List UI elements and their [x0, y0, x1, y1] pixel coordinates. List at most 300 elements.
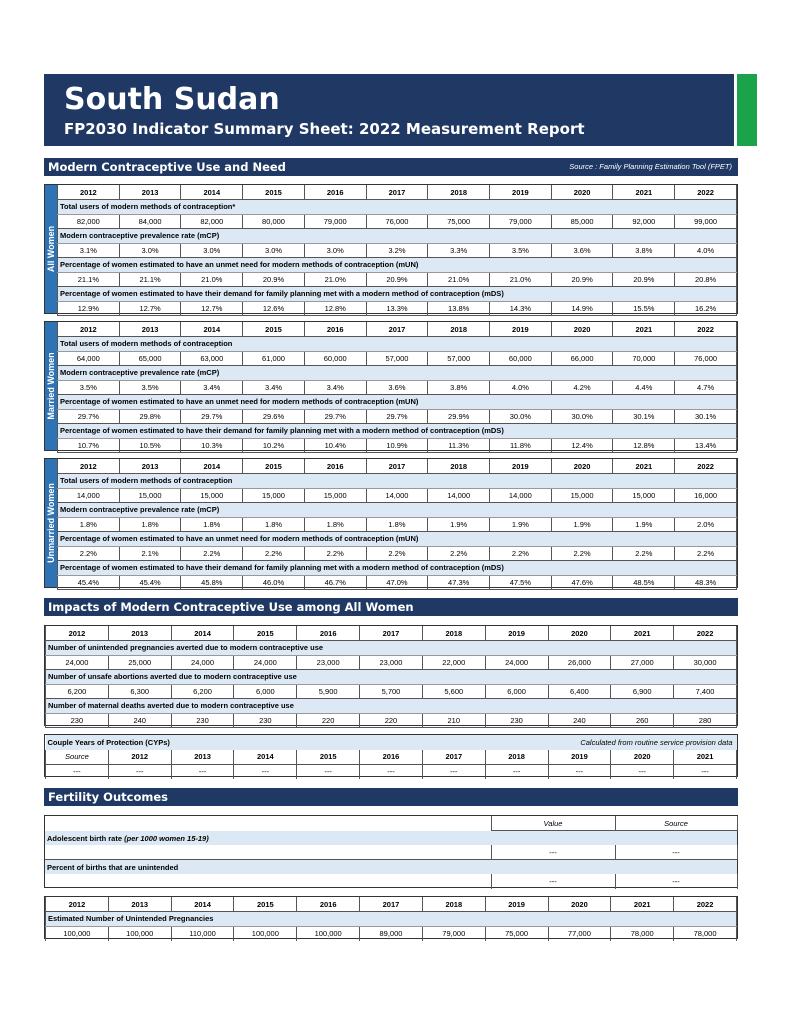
group-sidebar: [45, 459, 57, 587]
indicator-value: 5,600: [422, 684, 485, 699]
indicator-value: 12.7%: [181, 301, 243, 316]
year-header: 2018: [428, 322, 490, 337]
indicator-value: 1.8%: [119, 517, 181, 532]
indicator-value: 3.0%: [181, 243, 243, 258]
year-header: 2012: [46, 626, 109, 641]
indicator-value: 48.3%: [675, 575, 737, 590]
cyp-value: ---: [485, 764, 548, 779]
indicator-value: 12.8%: [613, 438, 675, 453]
indicator-value: 84,000: [119, 214, 181, 229]
cyp-value: ---: [422, 764, 485, 779]
indicator-value: 240: [108, 713, 171, 728]
adolescent-value: ---: [491, 845, 615, 860]
indicator-value: 14,000: [428, 488, 490, 503]
year-header: 2015: [243, 459, 305, 474]
indicator-value: 1.8%: [58, 517, 120, 532]
header-banner: [44, 74, 734, 146]
indicator-label: Percentage of women estimated to have an unmet need for modern methods of contraception (mUN): [58, 258, 737, 273]
indicator-table: [57, 322, 737, 453]
year-header: 2022: [675, 322, 737, 337]
indicator-value: 1.9%: [613, 517, 675, 532]
indicator-value: 3.3%: [428, 243, 490, 258]
year-header: 2020: [551, 459, 613, 474]
indicator-label: Percentage of women estimated to have their demand for family planning met with a modern method of contraception (mDS): [58, 561, 737, 576]
estimated-value: 100,000: [234, 926, 297, 941]
indicator-value: 14,000: [58, 488, 120, 503]
page-title: South Sudan: [64, 82, 280, 117]
indicator-label: Percentage of women estimated to have an unmet need for modern methods of contraception (mUN): [58, 395, 737, 410]
indicator-value: 24,000: [46, 655, 109, 670]
indicator-value: 2.2%: [243, 546, 305, 561]
indicator-value: 12.7%: [119, 301, 181, 316]
year-header: 2012: [58, 322, 120, 337]
indicator-value: 3.4%: [181, 380, 243, 395]
indicator-label: Modern contraceptive prevalence rate (mCP): [58, 229, 737, 244]
indicator-value: 14.3%: [490, 301, 552, 316]
year-header: 2021: [613, 185, 675, 200]
year-header: 2021: [613, 322, 675, 337]
indicator-value: 260: [611, 713, 674, 728]
indicator-value: 22,000: [422, 655, 485, 670]
indicator-value: 75,000: [428, 214, 490, 229]
indicator-value: 1.9%: [428, 517, 490, 532]
fertility-table: [45, 816, 738, 889]
indicator-value: 64,000: [58, 351, 120, 366]
indicator-value: 20.8%: [675, 272, 737, 287]
estimated-value: 100,000: [46, 926, 109, 941]
indicator-value: 1.8%: [304, 517, 366, 532]
indicator-value: 15,000: [243, 488, 305, 503]
year-header: 2018: [428, 185, 490, 200]
indicator-value: 47.5%: [490, 575, 552, 590]
indicator-value: 3.8%: [428, 380, 490, 395]
indicator-value: 2.2%: [304, 546, 366, 561]
indicator-value: 6,400: [548, 684, 611, 699]
indicator-value: 3.5%: [490, 243, 552, 258]
indicator-label: Number of unintended pregnancies averted due to modern contraceptive use: [46, 641, 737, 656]
indicator-value: 3.2%: [366, 243, 428, 258]
indicator-value: 10.7%: [58, 438, 120, 453]
indicator-value: 2.2%: [613, 546, 675, 561]
indicator-value: 20.9%: [613, 272, 675, 287]
cyp-header: 2018: [485, 750, 548, 765]
year-header: 2022: [675, 185, 737, 200]
cyp-value: ---: [548, 764, 611, 779]
indicator-value: 1.8%: [366, 517, 428, 532]
estimated-value: 100,000: [108, 926, 171, 941]
indicator-value: 29.7%: [366, 409, 428, 424]
year-header: 2020: [548, 626, 611, 641]
indicator-value: 47.0%: [366, 575, 428, 590]
indicator-value: 76,000: [366, 214, 428, 229]
indicator-value: 3.4%: [304, 380, 366, 395]
indicator-value: 3.0%: [119, 243, 181, 258]
indicator-value: 47.3%: [428, 575, 490, 590]
cyp-header: 2016: [360, 750, 423, 765]
indicator-value: 220: [360, 713, 423, 728]
indicator-value: 21.0%: [428, 272, 490, 287]
cyp-header: 2020: [611, 750, 674, 765]
indicator-value: 16,000: [675, 488, 737, 503]
indicator-value: 16.2%: [675, 301, 737, 316]
indicator-value: 230: [485, 713, 548, 728]
year-header: 2014: [181, 185, 243, 200]
indicator-value: 30.1%: [675, 409, 737, 424]
section-title: Modern Contraceptive Use and Need: [48, 160, 286, 174]
estimated-unintended-block: [44, 896, 738, 939]
year-header: 2017: [366, 322, 428, 337]
indicator-value: 57,000: [428, 351, 490, 366]
indicator-value: 14,000: [366, 488, 428, 503]
year-header: 2013: [119, 459, 181, 474]
estimated-table: [45, 897, 737, 941]
indicator-value: 29.7%: [181, 409, 243, 424]
indicator-value: 6,200: [46, 684, 109, 699]
group-sidebar: [45, 322, 57, 450]
indicator-value: 30.0%: [551, 409, 613, 424]
indicator-label: Percentage of women estimated to have their demand for family planning met with a modern method of contraception (mDS): [58, 287, 737, 302]
estimated-label: Estimated Number of Unintended Pregnancies: [46, 912, 737, 927]
indicator-value: 4.2%: [551, 380, 613, 395]
indicator-value: 14.9%: [551, 301, 613, 316]
year-header: 2015: [243, 185, 305, 200]
indicator-value: 15,000: [304, 488, 366, 503]
indicator-value: 29.7%: [304, 409, 366, 424]
unintended-source: ---: [615, 874, 737, 889]
indicator-value: 60,000: [304, 351, 366, 366]
indicator-value: 3.8%: [613, 243, 675, 258]
year-header: 2018: [422, 626, 485, 641]
indicator-value: 45.4%: [58, 575, 120, 590]
indicator-table: [57, 459, 737, 590]
indicator-value: 2.2%: [181, 546, 243, 561]
cyp-header: 2015: [297, 750, 360, 765]
indicator-value: 25,000: [108, 655, 171, 670]
year-header: 2020: [551, 322, 613, 337]
year-header: 2021: [611, 626, 674, 641]
indicator-label: Modern contraceptive prevalence rate (mCP): [58, 366, 737, 381]
indicator-value: 46.7%: [304, 575, 366, 590]
indicator-label: Number of maternal deaths averted due to modern contraceptive use: [46, 699, 737, 714]
indicator-value: 76,000: [675, 351, 737, 366]
cyp-header: 2014: [234, 750, 297, 765]
indicator-value: 4.7%: [675, 380, 737, 395]
indicator-value: 79,000: [490, 214, 552, 229]
indicator-value: 92,000: [613, 214, 675, 229]
indicator-table: [57, 185, 737, 316]
indicator-value: 85,000: [551, 214, 613, 229]
indicator-label: Number of unsafe abortions averted due to modern contraceptive use: [46, 670, 737, 685]
indicator-value: 24,000: [171, 655, 234, 670]
cyp-value: ---: [234, 764, 297, 779]
indicator-value: 61,000: [243, 351, 305, 366]
indicator-value: 24,000: [234, 655, 297, 670]
indicator-value: 6,200: [171, 684, 234, 699]
indicator-value: 230: [46, 713, 109, 728]
unmarried-women-block: [44, 458, 738, 588]
indicator-value: 45.4%: [119, 575, 181, 590]
cyp-value: ---: [171, 764, 234, 779]
group-sidebar: [45, 185, 57, 313]
year-header: 2015: [234, 626, 297, 641]
indicator-value: 10.9%: [366, 438, 428, 453]
indicator-value: 82,000: [58, 214, 120, 229]
indicator-value: 15,000: [119, 488, 181, 503]
cyp-header: 2021: [674, 750, 737, 765]
cyp-value: ---: [108, 764, 171, 779]
indicator-value: 26,000: [548, 655, 611, 670]
indicator-value: 45.8%: [181, 575, 243, 590]
year-header: 2020: [551, 185, 613, 200]
indicator-value: 30.0%: [490, 409, 552, 424]
section-contraceptive-use-header: [44, 158, 738, 176]
indicator-value: 3.6%: [366, 380, 428, 395]
indicator-label: Total users of modern methods of contraception: [58, 474, 737, 489]
col-value: Value: [491, 816, 615, 831]
page-subtitle: FP2030 Indicator Summary Sheet: 2022 Measurement Report: [64, 120, 585, 138]
year-header: 2017: [366, 459, 428, 474]
indicator-value: 29.7%: [58, 409, 120, 424]
indicator-value: 21.1%: [119, 272, 181, 287]
col-source: Source: [615, 816, 737, 831]
year-header: 2022: [674, 897, 737, 912]
indicator-value: 48.5%: [613, 575, 675, 590]
indicator-value: 10.2%: [243, 438, 305, 453]
cyp-header: Source: [46, 750, 109, 765]
indicator-value: 4.0%: [675, 243, 737, 258]
unintended-label: Percent of births that are unintended: [45, 860, 737, 875]
indicator-value: 30,000: [674, 655, 737, 670]
indicator-value: 11.8%: [490, 438, 552, 453]
indicator-value: 2.0%: [675, 517, 737, 532]
indicator-value: 6,900: [611, 684, 674, 699]
year-header: 2016: [297, 897, 360, 912]
adolescent-source: ---: [615, 845, 737, 860]
indicator-value: 3.0%: [243, 243, 305, 258]
indicator-value: 30.1%: [613, 409, 675, 424]
indicator-value: 280: [674, 713, 737, 728]
estimated-value: 75,000: [485, 926, 548, 941]
indicator-value: 13.8%: [428, 301, 490, 316]
adolescent-label: Adolescent birth rate (per 1000 women 15-19): [45, 831, 737, 846]
all-women-block: [44, 184, 738, 314]
cyp-block: [44, 734, 738, 777]
year-header: 2016: [304, 185, 366, 200]
indicator-value: 230: [234, 713, 297, 728]
indicator-value: 23,000: [360, 655, 423, 670]
year-header: 2013: [108, 897, 171, 912]
indicator-value: 3.1%: [58, 243, 120, 258]
indicator-value: 3.6%: [551, 243, 613, 258]
year-header: 2018: [428, 459, 490, 474]
indicator-value: 63,000: [181, 351, 243, 366]
indicator-value: 82,000: [181, 214, 243, 229]
indicator-value: 4.4%: [613, 380, 675, 395]
group-side-label: Unmarried Women: [46, 483, 56, 563]
cyp-header: 2012: [108, 750, 171, 765]
year-header: 2015: [234, 897, 297, 912]
indicator-value: 3.5%: [58, 380, 120, 395]
banner-accent-bar: [737, 74, 757, 146]
year-header: 2012: [46, 897, 109, 912]
group-side-label: All Women: [46, 225, 56, 273]
indicator-value: 3.0%: [304, 243, 366, 258]
indicator-value: 15.5%: [613, 301, 675, 316]
cyp-table: [45, 735, 737, 779]
cyp-value: ---: [46, 764, 109, 779]
indicator-value: 13.4%: [675, 438, 737, 453]
indicator-value: 11.3%: [428, 438, 490, 453]
indicator-value: 220: [297, 713, 360, 728]
cyp-value: ---: [360, 764, 423, 779]
indicator-value: 29.6%: [243, 409, 305, 424]
indicator-label: Total users of modern methods of contraception: [58, 337, 737, 352]
year-header: 2020: [548, 897, 611, 912]
indicator-value: 27,000: [611, 655, 674, 670]
year-header: 2021: [611, 897, 674, 912]
indicator-value: 3.5%: [119, 380, 181, 395]
indicator-value: 21.0%: [490, 272, 552, 287]
indicator-value: 12.6%: [243, 301, 305, 316]
indicator-value: 20.9%: [551, 272, 613, 287]
unintended-value: ---: [491, 874, 615, 889]
cyp-value: ---: [297, 764, 360, 779]
married-women-block: [44, 321, 738, 451]
year-header: 2022: [675, 459, 737, 474]
indicator-value: 66,000: [551, 351, 613, 366]
cyp-value: ---: [611, 764, 674, 779]
indicator-value: 2.2%: [366, 546, 428, 561]
year-header: 2013: [119, 185, 181, 200]
indicator-value: 7,400: [674, 684, 737, 699]
year-header: 2012: [58, 185, 120, 200]
indicator-value: 12.8%: [304, 301, 366, 316]
estimated-value: 78,000: [674, 926, 737, 941]
year-header: 2016: [304, 459, 366, 474]
indicator-value: 5,700: [360, 684, 423, 699]
year-header: 2019: [490, 185, 552, 200]
indicator-value: 15,000: [181, 488, 243, 503]
estimated-value: 110,000: [171, 926, 234, 941]
indicator-value: 2.2%: [551, 546, 613, 561]
indicator-value: 21.1%: [58, 272, 120, 287]
year-header: 2014: [181, 459, 243, 474]
estimated-value: 78,000: [611, 926, 674, 941]
indicator-value: 1.8%: [243, 517, 305, 532]
indicator-value: 20.9%: [366, 272, 428, 287]
cyp-header: 2013: [171, 750, 234, 765]
impacts-block: [44, 625, 738, 726]
indicator-value: 24,000: [485, 655, 548, 670]
indicator-value: 2.2%: [428, 546, 490, 561]
year-header: 2013: [108, 626, 171, 641]
cyp-value: ---: [674, 764, 737, 779]
cyp-header: 2019: [548, 750, 611, 765]
indicator-value: 99,000: [675, 214, 737, 229]
indicator-value: 79,000: [304, 214, 366, 229]
indicator-value: 29.8%: [119, 409, 181, 424]
section-fertility-header: [44, 788, 738, 806]
indicator-label: Percentage of women estimated to have their demand for family planning met with a modern method of contraception (mDS): [58, 424, 737, 439]
indicator-value: 80,000: [243, 214, 305, 229]
year-header: 2014: [171, 897, 234, 912]
year-header: 2019: [490, 459, 552, 474]
cyp-note: Calculated from routine service provision data: [580, 737, 733, 747]
estimated-value: 77,000: [548, 926, 611, 941]
indicator-value: 2.2%: [58, 546, 120, 561]
year-header: 2022: [674, 626, 737, 641]
indicator-value: 29.9%: [428, 409, 490, 424]
year-header: 2015: [243, 322, 305, 337]
section-title: Impacts of Modern Contraceptive Use among All Women: [48, 600, 414, 614]
year-header: 2017: [360, 897, 423, 912]
group-side-label: Married Women: [46, 352, 56, 420]
indicator-value: 230: [171, 713, 234, 728]
indicator-value: 21.0%: [181, 272, 243, 287]
estimated-value: 89,000: [360, 926, 423, 941]
section-impacts-header: [44, 598, 738, 616]
indicator-value: 10.5%: [119, 438, 181, 453]
indicator-value: 6,000: [234, 684, 297, 699]
indicator-value: 5,900: [297, 684, 360, 699]
year-header: 2017: [360, 626, 423, 641]
indicator-value: 3.4%: [243, 380, 305, 395]
indicator-value: 15,000: [613, 488, 675, 503]
indicator-value: 6,300: [108, 684, 171, 699]
indicator-value: 12.9%: [58, 301, 120, 316]
indicator-value: 6,000: [485, 684, 548, 699]
indicator-value: 47.6%: [551, 575, 613, 590]
indicator-value: 2.2%: [490, 546, 552, 561]
indicator-value: 1.9%: [490, 517, 552, 532]
year-header: 2016: [297, 626, 360, 641]
indicator-value: 1.8%: [181, 517, 243, 532]
indicator-value: 13.3%: [366, 301, 428, 316]
impacts-table: [45, 626, 737, 728]
estimated-value: 79,000: [422, 926, 485, 941]
cyp-header: 2017: [422, 750, 485, 765]
year-header: 2013: [119, 322, 181, 337]
indicator-label: Modern contraceptive prevalence rate (mCP): [58, 503, 737, 518]
indicator-value: 4.0%: [490, 380, 552, 395]
year-header: 2017: [366, 185, 428, 200]
year-header: 2018: [422, 897, 485, 912]
indicator-value: 60,000: [490, 351, 552, 366]
indicator-value: 65,000: [119, 351, 181, 366]
section-source: Source : Family Planning Estimation Tool (FPET): [569, 162, 732, 171]
indicator-value: 15,000: [551, 488, 613, 503]
year-header: 2019: [490, 322, 552, 337]
indicator-value: 70,000: [613, 351, 675, 366]
year-header: 2014: [181, 322, 243, 337]
indicator-value: 2.1%: [119, 546, 181, 561]
cyp-label: Couple Years of Protection (CYPs): [47, 737, 170, 747]
fertility-block: [44, 815, 738, 888]
year-header: 2012: [58, 459, 120, 474]
indicator-value: 14,000: [490, 488, 552, 503]
indicator-value: 240: [548, 713, 611, 728]
estimated-value: 100,000: [297, 926, 360, 941]
indicator-value: 12.4%: [551, 438, 613, 453]
section-title: Fertility Outcomes: [48, 790, 168, 804]
year-header: 2019: [485, 897, 548, 912]
indicator-value: 20.9%: [243, 272, 305, 287]
indicator-value: 10.3%: [181, 438, 243, 453]
indicator-label: Percentage of women estimated to have an unmet need for modern methods of contraception (mUN): [58, 532, 737, 547]
indicator-value: 210: [422, 713, 485, 728]
indicator-value: 2.2%: [675, 546, 737, 561]
indicator-value: 46.0%: [243, 575, 305, 590]
